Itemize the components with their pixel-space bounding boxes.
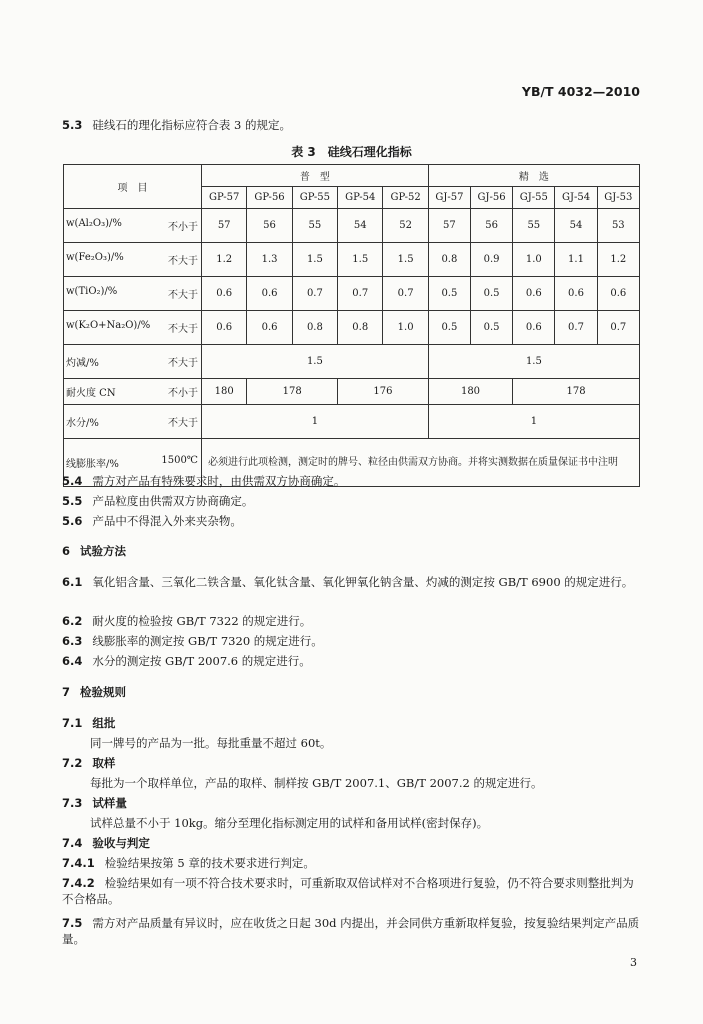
table-cell: 0.7	[338, 277, 383, 311]
page-number: 3	[630, 956, 637, 969]
clause-7-1-heading: 7.1 组批	[62, 716, 116, 730]
property-table	[63, 164, 640, 487]
table-row-loss	[64, 345, 640, 379]
clause-7-1-body: 同一牌号的产品为一批。每批重量不超过 60t。	[90, 736, 332, 750]
table-cell: 1.0	[513, 243, 555, 277]
table-cell: 1	[428, 405, 639, 439]
table-cell: 0.7	[597, 311, 639, 345]
table-cell: 0.6	[202, 277, 247, 311]
table-cell: 1.0	[383, 311, 428, 345]
table-cell: 0.9	[471, 243, 513, 277]
grade-cell: GJ-57	[428, 187, 470, 209]
grade-cell: GP-55	[292, 187, 337, 209]
table-cell: 0.6	[202, 311, 247, 345]
table-cell: 56	[471, 209, 513, 243]
table-cell: 1	[202, 405, 429, 439]
table-cell: 0.5	[471, 277, 513, 311]
clause-5-4: 5.4 需方对产品有特殊要求时，由供需双方协商确定。	[62, 474, 346, 488]
table-cell: 54	[555, 209, 597, 243]
table-cell: 0.8	[338, 311, 383, 345]
table-cell: 55	[513, 209, 555, 243]
clause-7-5: 7.5 需方对产品质量有异议时，应在收货之日起 30d 内提出，并会同供方重新取样复验，按复验结果判定产品质量。	[62, 916, 640, 946]
table-title: 表 3 硅线石理化指标	[291, 145, 412, 159]
table-cell: 54	[338, 209, 383, 243]
table-row	[64, 311, 640, 345]
table-cell: 0.7	[383, 277, 428, 311]
group-normal: 普 型	[202, 165, 429, 187]
table-row-refractoriness	[64, 379, 640, 405]
table-cell: 0.6	[513, 311, 555, 345]
table-cell: 1.5	[428, 345, 639, 379]
table-row-water	[64, 405, 640, 439]
table-cell: 55	[292, 209, 337, 243]
clause-5-3: 5.3 硅线石的理化指标应符合表 3 的规定。	[62, 118, 292, 132]
row-label: w(Al₂O₃)/% 不小于	[64, 209, 202, 243]
clause-6-4: 6.4 水分的测定按 GB/T 2007.6 的规定进行。	[62, 654, 311, 668]
table-cell: 0.6	[247, 311, 292, 345]
table-cell: 1.1	[555, 243, 597, 277]
row-label: w(TiO₂)/% 不大于	[64, 277, 202, 311]
table-cell: 0.6	[555, 277, 597, 311]
grade-cell: GJ-54	[555, 187, 597, 209]
grade-cell: GP-52	[383, 187, 428, 209]
section-6-heading: 6 试验方法	[62, 544, 127, 558]
section-7-heading: 7 检验规则	[62, 685, 127, 699]
grade-cell: GJ-56	[471, 187, 513, 209]
grade-cell: GJ-55	[513, 187, 555, 209]
table-cell: 0.5	[428, 277, 470, 311]
clause-6-2: 6.2 耐火度的检验按 GB/T 7322 的规定进行。	[62, 614, 312, 628]
table-cell: 53	[597, 209, 639, 243]
clause-7-2-body: 每批为一个取样单位，产品的取样、制样按 GB/T 2007.1、GB/T 2007.2 的规定进行。	[90, 776, 543, 790]
table-cell: 1.5	[292, 243, 337, 277]
row-label: 耐火度 CN 不小于	[64, 379, 202, 405]
table-cell: 1.5	[202, 345, 429, 379]
grade-cell: GP-54	[338, 187, 383, 209]
table-cell: 0.6	[597, 277, 639, 311]
clause-6-1: 6.1 氧化铝含量、三氧化二铁含量、氧化钛含量、氧化钾氧化钠含量、灼减的测定按 GB/T 6900 的规定进行。	[62, 575, 634, 589]
row-label: 线膨胀率/% 1500℃	[64, 439, 202, 487]
table-row	[64, 243, 640, 277]
table-cell: 1.5	[383, 243, 428, 277]
table-cell: 178	[513, 379, 640, 405]
table-cell: 180	[202, 379, 247, 405]
table-cell: 0.5	[471, 311, 513, 345]
row-label: 水分/% 不大于	[64, 405, 202, 439]
table-cell: 0.7	[292, 277, 337, 311]
table-cell: 0.7	[555, 311, 597, 345]
table-cell: 1.3	[247, 243, 292, 277]
clause-7-2-heading: 7.2 取样	[62, 756, 116, 770]
table-cell: 0.8	[428, 243, 470, 277]
table-cell: 0.6	[247, 277, 292, 311]
table-cell: 1.2	[597, 243, 639, 277]
table-cell: 0.8	[292, 311, 337, 345]
table-cell: 56	[247, 209, 292, 243]
grade-cell: GP-57	[202, 187, 247, 209]
standard-code: YB/T 4032—2010	[521, 84, 640, 99]
clause-7-3-heading: 7.3 试样量	[62, 796, 127, 810]
table-row	[64, 277, 640, 311]
table-cell: 180	[428, 379, 512, 405]
clause-7-4-1: 7.4.1 检验结果按第 5 章的技术要求进行判定。	[62, 856, 315, 870]
table-cell: 57	[202, 209, 247, 243]
table-cell: 0.6	[513, 277, 555, 311]
table-cell: 1.2	[202, 243, 247, 277]
row-label: w(Fe₂O₃)/% 不大于	[64, 243, 202, 277]
row-label: w(K₂O+Na₂O)/% 不大于	[64, 311, 202, 345]
clause-5-6: 5.6 产品中不得混入外来夹杂物。	[62, 514, 242, 528]
table-cell: 176	[338, 379, 429, 405]
table-cell: 52	[383, 209, 428, 243]
item-header: 项 目	[64, 165, 202, 209]
clause-6-3: 6.3 线膨胀率的测定按 GB/T 7320 的规定进行。	[62, 634, 323, 648]
table-cell: 57	[428, 209, 470, 243]
expansion-note: 必须进行此项检测，测定时的牌号、粒径由供需双方协商。并将实测数据在质量保证书中注明	[202, 439, 640, 487]
clause-7-3-body: 试样总量不小于 10kg。缩分至理化指标测定用的试样和备用试样(密封保存)。	[90, 816, 489, 830]
clause-5-5: 5.5 产品粒度由供需双方协商确定。	[62, 494, 254, 508]
clause-7-4-2: 7.4.2 检验结果如有一项不符合技术要求时，可重新取双倍试样对不合格项进行复验，仍不符合要求则整批判为不合格品。	[62, 876, 634, 906]
grade-cell: GP-56	[247, 187, 292, 209]
row-label: 灼减/% 不大于	[64, 345, 202, 379]
grade-cell: GJ-53	[597, 187, 639, 209]
table-cell: 178	[247, 379, 338, 405]
table-cell: 1.5	[338, 243, 383, 277]
clause-7-4-heading: 7.4 验收与判定	[62, 836, 150, 850]
group-select: 精 选	[428, 165, 639, 187]
table-cell: 0.5	[428, 311, 470, 345]
table-row	[64, 209, 640, 243]
